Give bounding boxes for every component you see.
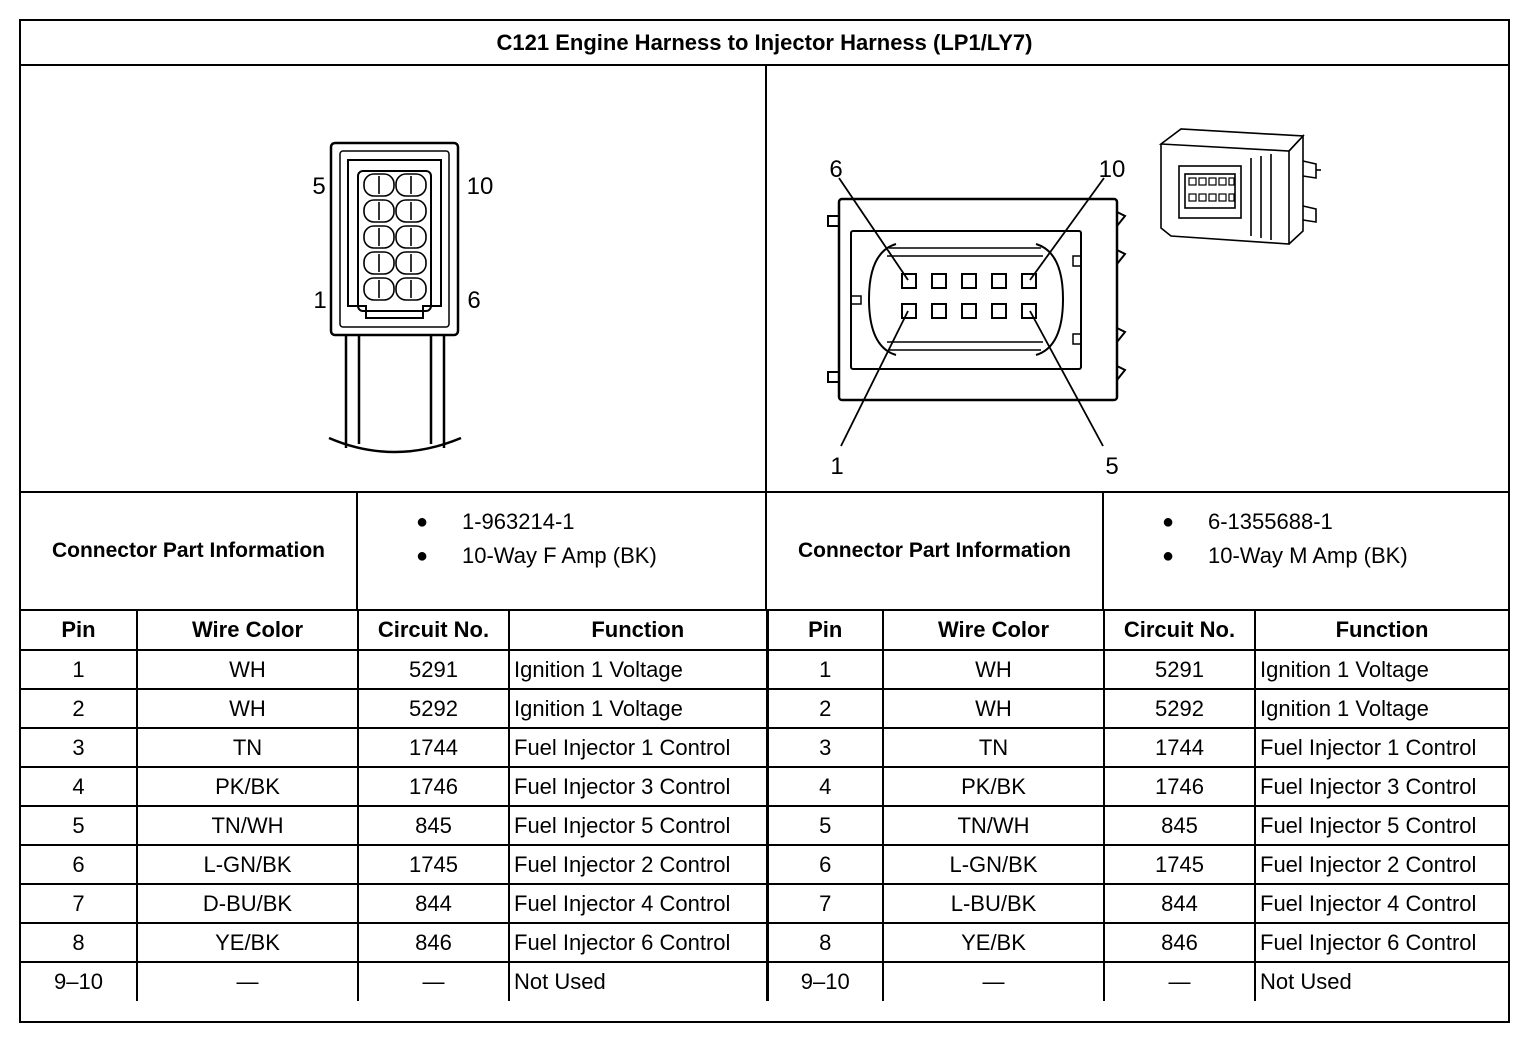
wire-color-cell: YE/BK [883, 923, 1104, 962]
left-connector-drawing [329, 143, 461, 452]
pin-cell: 7 [767, 884, 883, 923]
pin-cell: 1 [21, 650, 137, 689]
circuit-cell: 1745 [1104, 845, 1255, 884]
left-pin-label-10: 10 [466, 173, 494, 200]
bullet-icon: ● [1162, 511, 1175, 533]
function-cell: Ignition 1 Voltage [1255, 650, 1508, 689]
wire-color-cell: D-BU/BK [137, 884, 358, 923]
connector-sheet [19, 19, 1510, 1023]
table-row [21, 767, 1508, 806]
diagram-row [21, 66, 1508, 493]
circuit-cell: 5291 [1104, 650, 1255, 689]
column-header-function: Function [509, 611, 767, 650]
table-row [21, 689, 1508, 728]
pin-cell: 5 [21, 806, 137, 845]
column-header-wire-color: Wire Color [137, 611, 358, 650]
circuit-cell: 5292 [358, 689, 509, 728]
table-row [21, 650, 1508, 689]
pinout-table [21, 611, 1508, 1001]
column-header-pin: Pin [767, 611, 883, 650]
circuit-cell: 1744 [1104, 728, 1255, 767]
circuit-cell: 846 [1104, 923, 1255, 962]
table-row [21, 728, 1508, 767]
connector-3d-view [1161, 129, 1321, 244]
wire-color-cell: L-GN/BK [137, 845, 358, 884]
function-cell: Fuel Injector 2 Control [509, 845, 767, 884]
circuit-cell: — [358, 962, 509, 1001]
wire-color-cell: TN/WH [883, 806, 1104, 845]
circuit-cell: 1746 [1104, 767, 1255, 806]
right-info-list [1104, 493, 1508, 609]
list-item: ● 1-963214-1 [416, 505, 765, 539]
wire-color-cell: PK/BK [137, 767, 358, 806]
column-header-circuit: Circuit No. [358, 611, 509, 650]
circuit-cell: — [1104, 962, 1255, 1001]
connector-info-row [21, 493, 1508, 611]
circuit-cell: 5291 [358, 650, 509, 689]
pin-cell: 6 [767, 845, 883, 884]
function-cell: Fuel Injector 2 Control [1255, 845, 1508, 884]
table-header-row [21, 611, 1508, 650]
bullet-icon: ● [416, 511, 429, 533]
function-cell: Fuel Injector 5 Control [509, 806, 767, 845]
pin-cell: 9–10 [21, 962, 137, 1001]
bullet-icon: ● [416, 545, 429, 567]
function-cell: Not Used [1255, 962, 1508, 1001]
function-cell: Ignition 1 Voltage [509, 689, 767, 728]
function-cell: Ignition 1 Voltage [509, 650, 767, 689]
pin-cell: 1 [767, 650, 883, 689]
wire-color-cell: TN [883, 728, 1104, 767]
pin-cell: 9–10 [767, 962, 883, 1001]
left-pin-label-6: 6 [467, 287, 481, 314]
wire-color-cell: WH [137, 689, 358, 728]
circuit-cell: 844 [1104, 884, 1255, 923]
left-pin-label-1: 1 [313, 287, 327, 314]
circuit-cell: 5292 [1104, 689, 1255, 728]
function-cell: Fuel Injector 3 Control [1255, 767, 1508, 806]
pin-cell: 3 [21, 728, 137, 767]
wire-color-cell: TN [137, 728, 358, 767]
circuit-cell: 1745 [358, 845, 509, 884]
circuit-cell: 844 [358, 884, 509, 923]
pin-cell: 6 [21, 845, 137, 884]
function-cell: Fuel Injector 4 Control [509, 884, 767, 923]
pin-cell: 2 [21, 689, 137, 728]
pin-cell: 2 [767, 689, 883, 728]
circuit-cell: 845 [358, 806, 509, 845]
right-pin-label-5: 5 [1105, 453, 1119, 480]
function-cell: Fuel Injector 4 Control [1255, 884, 1508, 923]
function-cell: Fuel Injector 3 Control [509, 767, 767, 806]
list-item: ● 10-Way F Amp (BK) [416, 539, 765, 573]
wire-color-cell: YE/BK [137, 923, 358, 962]
wire-color-cell: TN/WH [137, 806, 358, 845]
function-cell: Fuel Injector 5 Control [1255, 806, 1508, 845]
table-row [21, 884, 1508, 923]
pin-cell: 8 [767, 923, 883, 962]
column-header-wire-color: Wire Color [883, 611, 1104, 650]
wire-color-cell: — [883, 962, 1104, 1001]
table-row [21, 962, 1508, 1001]
function-cell: Fuel Injector 1 Control [509, 728, 767, 767]
pin-cell: 3 [767, 728, 883, 767]
function-cell: Fuel Injector 6 Control [509, 923, 767, 962]
left-info-list [358, 493, 767, 609]
wire-color-cell: PK/BK [883, 767, 1104, 806]
circuit-cell: 846 [358, 923, 509, 962]
column-header-function: Function [1255, 611, 1508, 650]
circuit-cell: 1744 [358, 728, 509, 767]
function-cell: Fuel Injector 6 Control [1255, 923, 1508, 962]
wire-color-cell: — [137, 962, 358, 1001]
pin-cell: 5 [767, 806, 883, 845]
wire-color-cell: WH [137, 650, 358, 689]
left-pin-label-5: 5 [312, 173, 326, 200]
pin-cell: 4 [21, 767, 137, 806]
wire-color-cell: L-BU/BK [883, 884, 1104, 923]
list-item: ● 6-1355688-1 [1162, 505, 1508, 539]
column-header-pin: Pin [21, 611, 137, 650]
right-info-label: Connector Part Information [767, 493, 1104, 609]
right-pin-label-6: 6 [829, 156, 843, 183]
left-info-label: Connector Part Information [21, 493, 358, 609]
pin-cell: 8 [21, 923, 137, 962]
function-cell: Fuel Injector 1 Control [1255, 728, 1508, 767]
wire-color-cell: L-GN/BK [883, 845, 1104, 884]
table-row [21, 845, 1508, 884]
table-row [21, 923, 1508, 962]
right-connector-drawing [828, 178, 1125, 446]
column-header-circuit: Circuit No. [1104, 611, 1255, 650]
connector-diagrams [21, 66, 1508, 491]
circuit-cell: 1746 [358, 767, 509, 806]
page-title: C121 Engine Harness to Injector Harness (LP1/LY7) [21, 21, 1508, 66]
circuit-cell: 845 [1104, 806, 1255, 845]
right-pin-label-10: 10 [1098, 156, 1126, 183]
function-cell: Ignition 1 Voltage [1255, 689, 1508, 728]
table-row [21, 806, 1508, 845]
pin-cell: 7 [21, 884, 137, 923]
right-pin-label-1: 1 [830, 453, 844, 480]
wire-color-cell: WH [883, 689, 1104, 728]
pin-cell: 4 [767, 767, 883, 806]
bullet-icon: ● [1162, 545, 1175, 567]
function-cell: Not Used [509, 962, 767, 1001]
wire-color-cell: WH [883, 650, 1104, 689]
list-item: ● 10-Way M Amp (BK) [1162, 539, 1508, 573]
